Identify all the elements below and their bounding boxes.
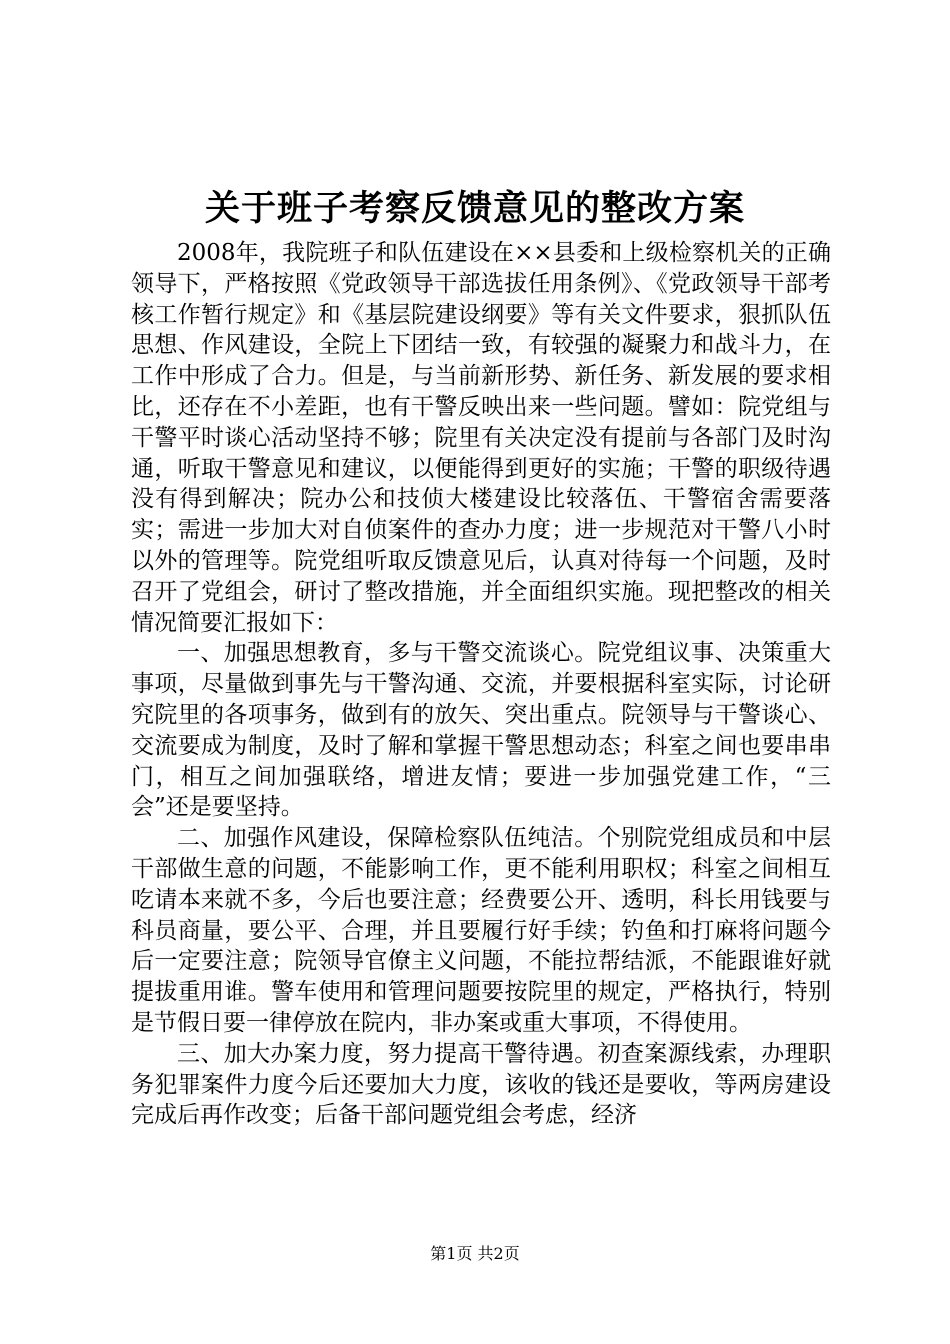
- document-title: 关于班子考察反馈意见的整改方案: [204, 188, 745, 229]
- page-number-footer: 第1页 共2页: [430, 1244, 520, 1263]
- paragraph-section-2: 二、加强作风建设，保障检察队伍纯洁。个别院党组成员和中层干部做生意的问题，不能影响工作，更不能利用职权；科室之间相互吃请本来就不多，今后也要注意；经费要公开、透明，科长用钱要与科员商量，要公平、合理，并且要履行好手续；钓鱼和打麻将问题今后一定要注意；院领导官僚主义问题，不能拉帮结派，不能跟谁好就提拔重用谁。警车使用和管理问题要按院里的规定，严格执行，特别是节假日要一律停放在院内，非办案或重大事项，不得使用。: [131, 825, 831, 1036]
- document-body: [131, 238, 831, 1131]
- paragraph-intro: 2008年，我院班子和队伍建设在××县委和上级检察机关的正确领导下，严格按照《党政领导干部选拔任用条例》、《党政领导干部考核工作暂行规定》和《基层院建设纲要》等有关文件要求，狠抓队伍思想、作风建设，全院上下团结一致，有较强的凝聚力和战斗力，在工作中形成了合力。但是，与当前新形势、新任务、新发展的要求相比，还存在不小差距，也有干警反映出来一些问题。譬如：院党组与干警平时谈心活动坚持不够；院里有关决定没有提前与各部门及时沟通，听取干警意见和建议，以便能得到更好的实施；干警的职级待遇没有得到解决；院办公和技侦大楼建设比较落伍、干警宿舍需要落实；需进一步加大对自侦案件的查办力度；进一步规范对干警八小时以外的管理等。院党组听取反馈意见后，认真对待每一个问题，及时召开了党组会，研讨了整改措施，并全面组织实施。现把整改的相关情况简要汇报如下：: [131, 240, 831, 636]
- paragraph-section-1: 一、加强思想教育，多与干警交流谈心。院党组议事、决策重大事项，尽量做到事先与干警沟通、交流，并要根据科室实际，讨论研究院里的各项事务，做到有的放矢、突出重点。院领导与干警谈心、交流要成为制度，及时了解和掌握干警思想动态；科室之间也要串串门，相互之间加强联络，增进友情；要进一步加强党建工作，“三会”还是要坚持。: [131, 640, 831, 821]
- paragraph-section-3: 三、加大办案力度，努力提高干警待遇。初查案源线索，办理职务犯罪案件力度今后还要加大力度，该收的钱还是要收，等两房建设完成后再作改变；后备干部问题党组会考虑，经济: [131, 1040, 831, 1129]
